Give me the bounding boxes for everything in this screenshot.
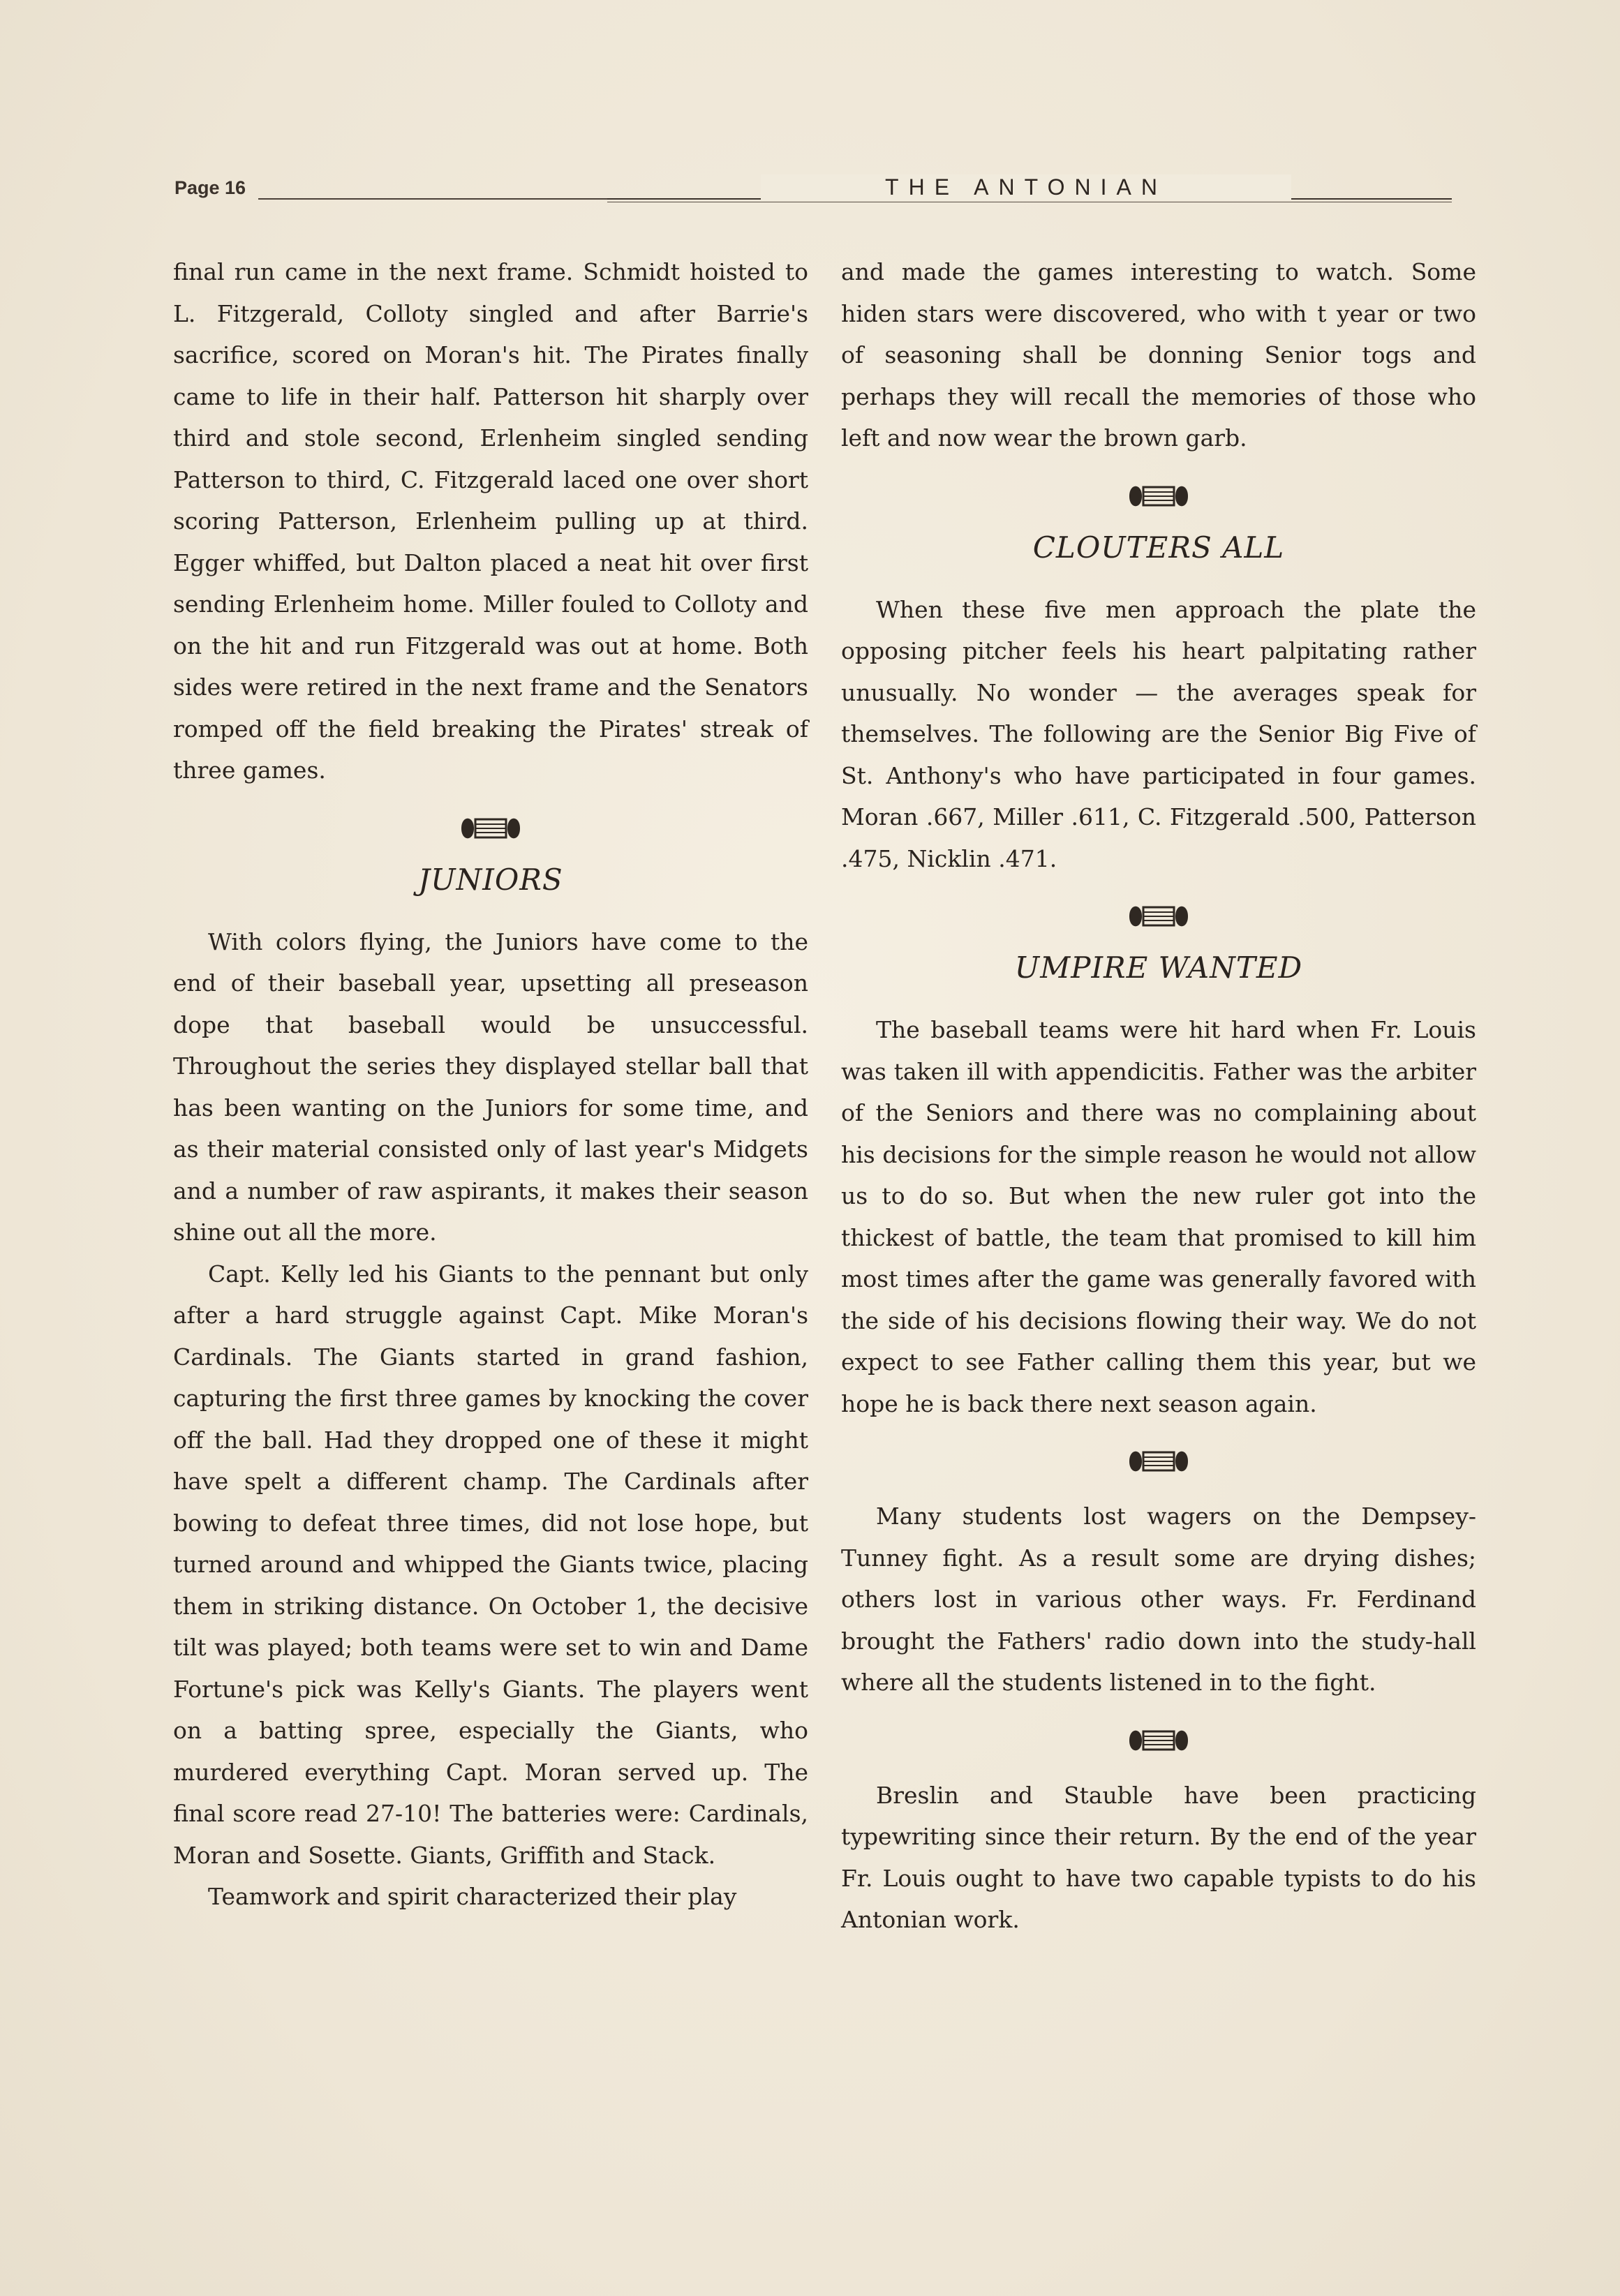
publication-title: THE ANTONIAN <box>761 174 1291 200</box>
ornament-divider-icon <box>1127 1722 1191 1759</box>
right-column <box>841 251 1476 1941</box>
page-header <box>174 174 1452 216</box>
ornament-divider-icon <box>1127 1443 1191 1480</box>
ornament-divider-icon <box>1127 897 1191 935</box>
left-paragraph-2: With colors flying, the Juniors have come to the end of their baseball year, upsetting all preseason dope that baseball would be unsuccessful. Throughout the series they displayed stellar ball that has been wanting on the Juniors for some time, and as their material consisted only of last year's Midgets and a number of raw aspirants, it makes their season shine out all the more. <box>173 927 808 1246</box>
right-paragraph-1: and made the games interesting to watch. Some hiden stars were discovered, who with t year or two of seasoning shall be donning Senior togs and perhaps they will recall the memories of those who left and now wear the brown garb. <box>841 258 1476 452</box>
left-column <box>173 251 808 1918</box>
ornament-divider-icon <box>1127 477 1191 515</box>
heading-umpire-wanted: UMPIRE WANTED <box>1014 951 1303 985</box>
page-number: Page 16 <box>174 177 246 198</box>
left-paragraph-1: final run came in the next frame. Schmidt hoisted to L. Fitzgerald, Colloty singled and after Barrie's sacrifice, scored on Moran's hit. The Pirates finally came to life in their half. Patterson hit sharply over third and stole second, Erlenheim singled sending Patterson to third, C. Fitzgerald laced one over short scoring Patterson, Erlenheim pulling up at third. Egger whiffed, but Dalton placed a neat hit over first sending Erlenheim home. Miller fouled to Colloty and on the hit and run Fitzgerald was out at home. Both sides were retired in the next frame and the Senators romped off the field breaking the Pirates' streak of three games. <box>173 258 808 784</box>
heading-juniors: JUNIORS <box>418 862 563 897</box>
ornament-divider-icon <box>459 810 523 847</box>
right-paragraph-2: When these five men approach the plate the opposing pitcher feels his heart palpitating rather unusually. No wonder — the averages speak for themselves. The following are the Senior Big Five of St. Anthony's who have participated in four games. Moran .667, Miller .611, C. Fitzgerald .500, Patterson .475, Nicklin .471. <box>841 595 1476 872</box>
right-paragraph-4: Many students lost wagers on the Dempsey-Tunney fight. As a result some are drying dishes; others lost in various other ways. Fr. Ferdinand brought the Fathers' radio down into the study-hall where all the students listened in to the fight. <box>841 1503 1476 1696</box>
left-paragraph-3: Capt. Kelly led his Giants to the pennant but only after a hard struggle against Capt. Mike Moran's Cardinals. The Giants started in grand fashion, capturing the first three games by knocking the cover off the ball. Had they dropped one of these it might have spelt a different champ. The Cardinals after bowing to defeat three times, did not lose hope, but turned around and whipped the Giants twice, placing them in striking distance. On October 1, the decisive tilt was played; both teams were set to win and Dame Fortune's pick was Kelly's Giants. The players went on a batting spree, especially the Giants, who murdered everything Capt. Moran served up. The final score read 27-10! The batteries were: Cardinals, Moran and Sosette. Giants, Griffith and Stack. <box>173 1260 808 1869</box>
right-paragraph-3: The baseball teams were hit hard when Fr. Louis was taken ill with appendicitis. Father was the arbiter of the Seniors and there was no complaining about his decisions for the simple reason he would not allow us to do so. But when the new ruler got into the thickest of battle, the team that promised to kill him most times after the game was generally favored with the side of his decisions flowing their way. We do not expect to see Father calling them this year, but we hope he is back there next season again. <box>841 1016 1476 1417</box>
right-paragraph-5: Breslin and Stauble have been practicing typewriting since their return. By the end of the year Fr. Louis ought to have two capable typists to do his Antonian work. <box>841 1781 1476 1933</box>
left-paragraph-4: Teamwork and spirit characterized their play <box>208 1883 737 1910</box>
heading-clouters-all: CLOUTERS ALL <box>1032 530 1285 565</box>
